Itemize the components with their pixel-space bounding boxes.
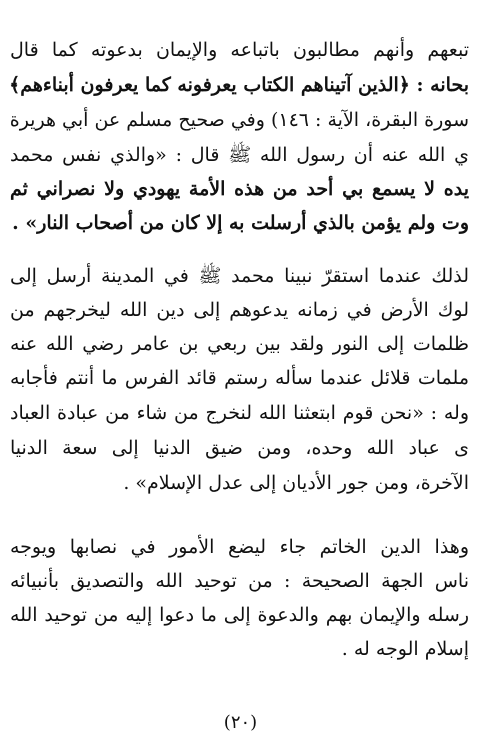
text-line-bold: يده لا يسمع بي أحد من هذه الأمة يهودي ولا نصراني ثم	[10, 178, 469, 200]
text-line: الآخرة، ومن جور الأديان إلى عدل الإسلام» .	[123, 472, 469, 494]
text-line-bold: وت ولم يؤمن بالذي أرسلت به إلا كان من أصحاب النار» .	[12, 212, 469, 234]
text-line: سورة البقرة، الآية : ١٤٦) وفي صحيح مسلم عن أبي هريرة	[9, 109, 469, 131]
text-line: وهذا الدين الخاتم جاء ليضع الأمور في نصابها ويوجه	[10, 536, 469, 558]
text-line: رسله والإيمان بهم والدعوة إلى ما دعوا إليه من توحيد الله	[10, 604, 469, 626]
text-line: لوك الأرض في زمانه يدعوهم إلى دين الله ليخرجهم من	[10, 299, 469, 321]
text-line: ي الله عنه أن رسول الله ﷺ قال : «والذي نفس محمد	[10, 144, 469, 166]
text-line: وله : «نحن قوم ابتعثنا الله لنخرج من شاء من عبادة العباد	[10, 402, 469, 424]
text-line: ناس الجهة الصحيحة : من توحيد الله والتصديق بأنبيائه	[10, 570, 469, 592]
text-line: ظلمات إلى النور ولقد بين ربعي بن عامر رضي الله عنه	[10, 333, 469, 355]
text-line-bold: بحانه : ﴿الذين آتيناهم الكتاب يعرفونه كما يعرفون أبناءهم﴾	[9, 74, 469, 96]
text-line: تبعهم وأنهم مطالبون باتباعه والإيمان بدعوته كما قال	[10, 39, 469, 61]
text-line: إسلام الوجه له .	[341, 638, 469, 660]
text-line: ى عباد الله وحده، ومن ضيق الدنيا إلى سعة الدنيا	[10, 437, 469, 459]
text-line: لذلك عندما استقرّ نبينا محمد ﷺ في المدينة أرسل إلى	[10, 265, 469, 287]
text-line: ملمات قلائل عندما سأله رستم قائد الفرس ما أنتم فأجابه	[10, 367, 469, 389]
page-number: (٢٠)	[223, 712, 258, 733]
